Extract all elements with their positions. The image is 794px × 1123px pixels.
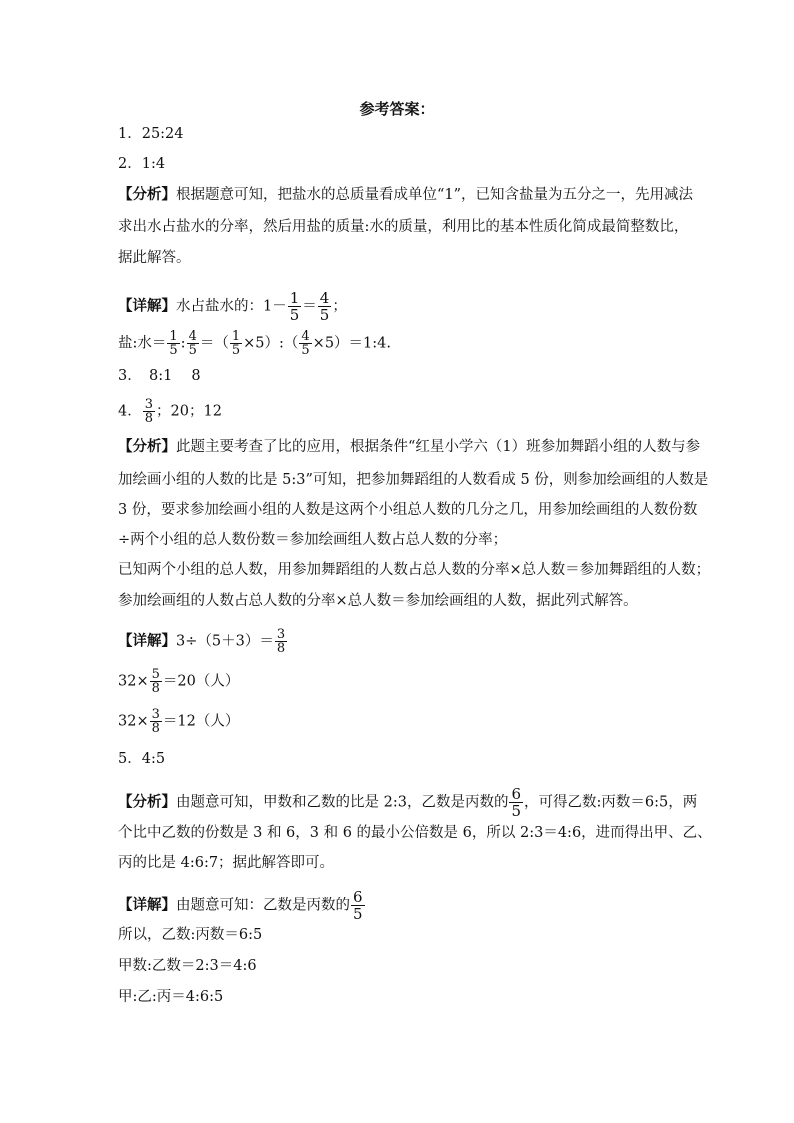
q4-analysis-line-4: ÷两个小组的总人数份数＝参加绘画组人数占总人数的分率； — [118, 532, 508, 548]
q5-detail-line-4: 甲:乙:丙＝4:6:5 — [118, 989, 224, 1005]
q5-analysis-line-3: 丙的比是 4:6:7；据此解答即可。 — [118, 855, 335, 871]
q4-analysis-line-6: 参加绘画组的人数占总人数的分率×总人数＝参加绘画组的人数，据此列式解答。 — [118, 593, 638, 609]
q4-analysis-line-1: 【分析】此题主要考查了比的应用，根据条件“红星小学六（1）班参加舞蹈小组的人数与参 — [118, 438, 701, 455]
fraction: $\frac{1}{5}$ — [289, 289, 300, 324]
fraction: $\frac{6}{5}$ — [353, 888, 363, 923]
q4-detail-line-2: 32× $\frac{5}{8}$ ＝20（人） — [118, 667, 240, 696]
q4-analysis-line-2: 加绘画小组的人数的比是 5:3”可知，把参加舞蹈组的人数看成 5 份，则参加绘画组的人数是 — [118, 472, 709, 488]
answer-1: 1．25:24 — [118, 126, 184, 142]
analysis-tag: 【分析】 — [118, 186, 176, 203]
fraction: $\frac{3}{8}$ — [151, 707, 160, 736]
fraction: $\frac{4}{5}$ — [301, 329, 310, 358]
q5-detail-line-1: 【详解】由题意可知：乙数是丙数的 $\frac{6}{5}$ — [118, 888, 363, 923]
q5-detail-line-3: 甲数:乙数＝2:3＝4:6 — [118, 958, 257, 974]
q2-analysis-line-1: 【分析】根据题意可知，把盐水的总质量看成单位“1”，已知含盐量为五分之一，先用减法 — [118, 186, 694, 203]
q2-detail-line-1: 【详解】水占盐水的：1－ $\frac{1}{5}$ ＝ $\frac{4}{5}$ ； — [118, 289, 347, 324]
q4-analysis-line-3: 3 份，要求参加绘画小组的人数是这两个小组总人数的几分之几，用参加绘画组的人数份数 — [118, 502, 698, 518]
fraction: $\frac{4}{5}$ — [188, 329, 197, 358]
detail-tag: 【详解】 — [118, 896, 176, 914]
q4-detail-line-1: 【详解】3÷（5＋3）＝ $\frac{3}{8}$ — [118, 627, 286, 656]
fraction: $\frac{1}{5}$ — [231, 329, 241, 358]
fraction: $\frac{6}{5}$ — [511, 785, 521, 820]
q5-analysis-line-2: 个比中乙数的份数是 3 和 6，3 和 6 的最小公倍数是 6，所以 2:3＝4:6，进而得出甲、乙、 — [118, 825, 712, 841]
fraction: $\frac{3}{8}$ — [276, 627, 286, 656]
answer-4: 4． $\frac{3}{8}$ ；20；12 — [118, 397, 222, 426]
q2-analysis-line-2: 求出水占盐水的分率，然后用盐的质量:水的质量，利用比的基本性质化简成最简整数比， — [118, 219, 689, 235]
q5-detail-line-2: 所以，乙数:丙数＝6:5 — [118, 927, 263, 943]
detail-tag: 【详解】 — [118, 297, 176, 315]
analysis-tag: 【分析】 — [118, 793, 176, 811]
q2-analysis-line-3: 据此解答。 — [118, 250, 191, 266]
answer-3: 3． 8:1 8 — [118, 368, 201, 384]
fraction: $\frac{1}{5}$ — [169, 329, 178, 358]
q5-analysis-line-1: 【分析】由题意可知，甲数和乙数的比是 2:3，乙数是丙数的 $\frac{6}{5}$ ，可得乙数:丙数＝6:5，两 — [118, 785, 698, 820]
analysis-tag: 【分析】 — [118, 438, 176, 455]
q4-analysis-line-5: 已知两个小组的总人数，用参加舞蹈组的人数占总人数的分率×总人数＝参加舞蹈组的人数； — [118, 562, 711, 578]
q2-detail-line-2: 盐:水＝ $\frac{1}{5}$ : $\frac{4}{5}$ ＝（ $\frac{1}{5}$ ×5）:（ $\frac{4}{5}$ ×5）＝1:4. — [118, 329, 391, 358]
fraction: $\frac{5}{8}$ — [151, 667, 160, 696]
answer-2: 2．1:4 — [118, 156, 166, 172]
answer-5: 5．4:5 — [118, 751, 166, 767]
fraction: $\frac{4}{5}$ — [319, 289, 330, 324]
page-title: 参考答案： — [359, 100, 435, 118]
q4-detail-line-3: 32× $\frac{3}{8}$ ＝12（人） — [118, 707, 240, 736]
detail-tag: 【详解】 — [118, 632, 176, 650]
fraction: $\frac{3}{8}$ — [144, 397, 154, 426]
